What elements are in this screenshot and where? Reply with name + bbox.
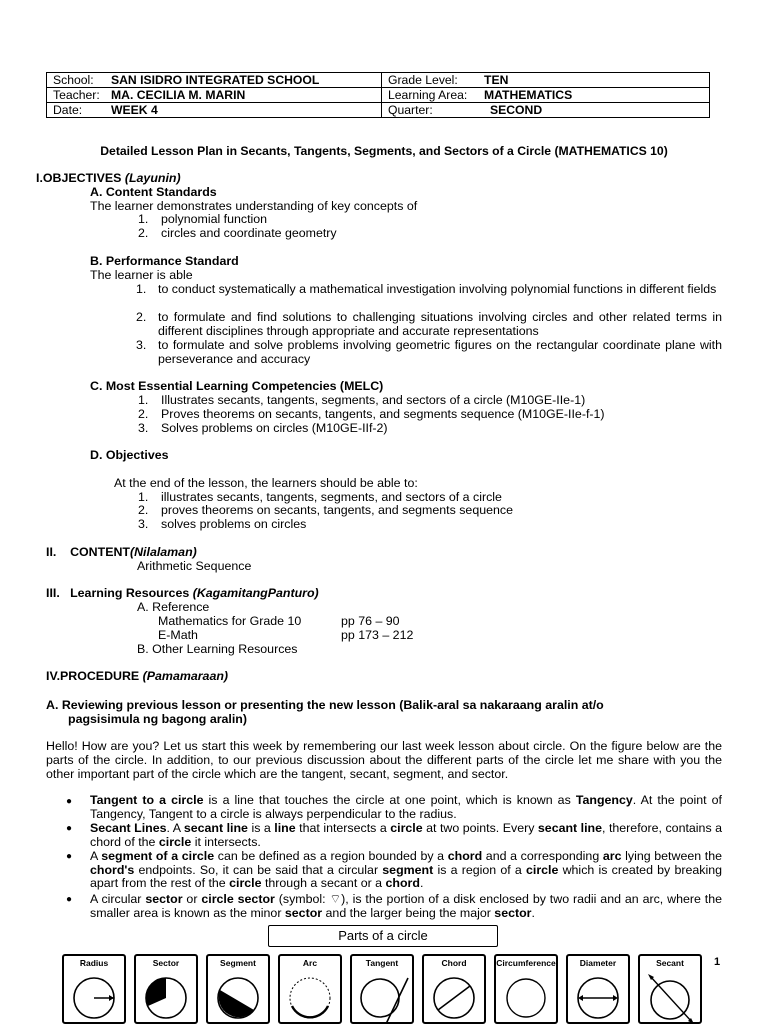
list-item: to formulate and find solutions to challenging situations involving circles and other related terms in different disciplines through appropriate and accurate representations [158,310,722,338]
list-item: Solves problems on circles (M10GE-IIf-2) [161,421,388,435]
card-secant: Secant [638,954,702,1024]
list-item: proves theorems on secants, tangents, and segments sequence [161,503,513,517]
diameter-diagram [572,970,628,1024]
page-title: Detailed Lesson Plan in Secants, Tangents, Segments, and Sectors of a Circle (MATHEMATICS 10) [100,144,668,158]
card-circumference: Circumference [494,954,558,1024]
content-standards-intro: The learner demonstrates understanding of key concepts of [90,199,418,213]
bullet-glyph: ● [66,851,73,862]
info-table [46,72,710,118]
procedure-intro: Hello! How are you? Let us start this week by remembering our last week lesson about circle. On the figure below are the parts of the circle. In addition, to our previous discussion about the different parts of the circle let me share with you the other important part of the circle which are the tangent, secant, segment, and sector. [46,739,722,781]
card-chord: Chord [422,954,486,1024]
parts-of-circle-title: Parts of a circle [268,925,498,947]
objectives-sub-heading: D. Objectives [90,448,169,462]
list-item: illustrates secants, tangents, segments, and sectors of a circle [161,490,502,504]
objectives-intro: At the end of the lesson, the learners should be able to: [114,476,418,490]
reference-1: Mathematics for Grade 10 [158,614,302,628]
reference-2: E-Math [158,628,198,642]
card-diameter: Diameter [566,954,630,1024]
segment-diagram [212,970,268,1024]
quarter-cell: Quarter: SECOND [382,103,710,118]
school-cell: School: SAN ISIDRO INTEGRATED SCHOOL [47,73,382,88]
grade-value: TEN [484,73,509,87]
list-item: to formulate and solve problems involving geometric figures on the rectangular coordinate plane with perseverance and accuracy [158,338,722,366]
grade-cell: Grade Level: TEN [382,73,710,88]
quarter-value: SECOND [490,103,543,117]
objectives-heading: I.OBJECTIVES (Layunin) [36,171,181,185]
bullet-glyph: ● [66,823,73,834]
reference-2-pages: pp 173 – 212 [341,628,414,642]
content-heading: II. CONTENT(Nilalaman) [46,545,197,559]
list-item: Proves theorems on secants, tangents, and segments sequence (M10GE-IIe-f-1) [161,407,605,421]
list-item: solves problems on circles [161,517,307,531]
tangent-diagram [356,970,412,1024]
page-number: 1 [714,956,721,968]
list-item: to conduct systematically a mathematical investigation involving polynomial functions in different fields [158,282,717,296]
radius-diagram [68,970,124,1024]
area-value: MATHEMATICS [484,88,573,102]
other-resources-label: B. Other Learning Resources [137,642,298,656]
chord-diagram [428,970,484,1024]
resources-heading: III. Learning Resources (KagamitangPanturo) [46,586,319,600]
performance-standard-heading: B. Performance Standard [90,254,239,268]
teacher-cell: Teacher: MA. CECILIA M. MARIN [47,88,382,103]
teacher-value: MA. CECILIA M. MARIN [111,88,246,102]
list-item: circles and coordinate geometry [161,226,337,240]
card-segment: Segment [206,954,270,1024]
procedure-heading: IV.PROCEDURE (Pamamaraan) [46,669,229,683]
card-sector: Sector [134,954,198,1024]
card-tangent: Tangent [350,954,414,1024]
sector-diagram [140,970,196,1024]
card-arc: Arc [278,954,342,1024]
reference-1-pages: pp 76 – 90 [341,614,400,628]
melc-heading: C. Most Essential Learning Competencies (MELC) [90,379,384,393]
date-value: WEEK 4 [111,103,158,117]
school-value: SAN ISIDRO INTEGRATED SCHOOL [111,73,320,87]
content-text: Arithmetic Sequence [137,559,252,573]
list-item: polynomial function [161,212,268,226]
secant-bullet: Secant Lines. A secant line is a line that intersects a circle at two points. Every secant line, therefore, contains a chord of the circle it intersects. [90,821,723,849]
bullet-glyph: ● [66,894,73,905]
reference-label: A. Reference [137,600,210,614]
procedure-a-heading-line2: pagsisimula ng bagong aralin) [68,712,247,726]
arc-diagram [284,970,340,1024]
tangent-bullet: Tangent to a circle is a line that touches the circle at one point, which is known as Tangency. At the point of Tangency, Tangent to a circle is always perpendicular to the radius. [90,793,722,821]
card-radius: Radius [62,954,126,1024]
area-cell: Learning Area: MATHEMATICS [382,88,710,103]
secant-diagram [644,970,700,1024]
circumference-diagram [500,970,556,1024]
bullet-glyph: ● [66,796,73,807]
list-item: Illustrates secants, tangents, segments, and sectors of a circle (M10GE-IIe-1) [161,393,586,407]
segment-bullet: A segment of a circle can be defined as a region bounded by a chord and a corresponding arc lying between the chord's endpoints. So, it can be said that a circular segment is a region of a circle which is created by breaking apart from the rest of the circle through a secant or a chord. [90,849,723,891]
date-cell: Date: WEEK 4 [47,103,382,118]
procedure-a-heading-line1: A. Reviewing previous lesson or presenting the new lesson (Balik-aral sa nakaraang aralin at/o [46,698,604,712]
performance-standard-intro: The learner is able [90,268,193,282]
content-standards-heading: A. Content Standards [90,185,217,199]
sector-bullet: A circular sector or circle sector (symbol: ⌔), is the portion of a disk enclosed by two radii and an arc, where the smaller area is known as the minor sector and the larger being the major sector. [90,892,723,920]
